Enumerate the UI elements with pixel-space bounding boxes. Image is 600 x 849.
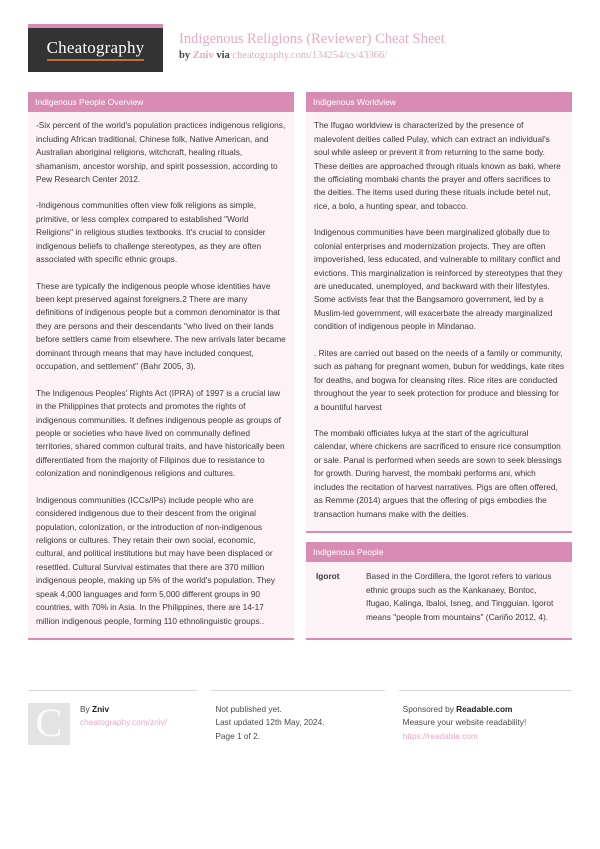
logo-text: Cheatography [47, 39, 145, 61]
right-column [306, 92, 572, 649]
by-label: by [179, 50, 191, 62]
footer-author-block [28, 690, 197, 745]
sponsor-info [403, 703, 527, 743]
last-updated: Last updated 12th May, 2024. [215, 717, 325, 728]
source-url-link[interactable]: cheatography.com/134254/cs/43366/ [232, 50, 388, 62]
via-label: via [216, 50, 230, 62]
paragraph: Indigenous communities (ICCs/IPs) include people who are considered indigenous due to their descent from the original population, colonization, or the introduction of non-indigenous religions or cultures. They retain their own social, economic, cultural, and political institutions but may have been displaced or resettled. Cultural Survival estimates that there are 370 million indigenous people, making up 5% of the world's population. They speak 4,000 languages and form 5,000 different groups in 90 countries, with 70% in Asia. In the Philippines, there are 14-17 million indigenous people, forming 110 ethnolinguistic groups.. [36, 494, 275, 626]
card-indigenous-worldview [306, 92, 572, 533]
paragraph: -Indigenous communities often view folk religions as simple, primitive, or less complex compared to established "World Religions" in religious studies textbooks. It's crucial to consider indigenous beliefs to challenge stereotypes, as they are often associated with specific ethnic groups. [36, 200, 266, 265]
table-row [314, 569, 564, 630]
sponsor-tagline: Measure your website readability! [402, 717, 527, 728]
by-prefix: By [80, 704, 92, 714]
left-column [28, 92, 294, 649]
footer-sponsor-block [399, 690, 572, 745]
card-title: Indigenous Worldview [306, 92, 572, 112]
footer-author-name: Zniv [92, 704, 110, 714]
sponsor-url[interactable]: https://readable.com [402, 730, 478, 741]
card-body [28, 112, 294, 638]
publish-info [215, 703, 324, 743]
card-title: Indigenous People Overview [28, 92, 294, 112]
paragraph: The mombaki officiates lukya at the start of the agricultural calendar, where chickens are sacrificed to ensure rice consumption or sale. Panal is performed when seeds are sown to seek blessings for growth. During harvest, the mombaki performs ani, which includes the recitation of harvest narratives. Pigs are often offered, as Remme (2014) argues that the offering of pigs embodies the transaction humans make with the deities. [314, 427, 562, 519]
page-number: Page 1 of 2. [215, 730, 261, 741]
definition-table [314, 569, 564, 630]
paragraph: These are typically the indigenous people whose identities have been kept preserved against foreigners.2 There are many definitions of indigenous people but a common denominator is that they are persons and their descendants "who lived on their lands before settlers came from elsewhere. The new arrivals later became dominant through means that may have included conquest, occupation, and settlement" (Bahr 2005, 3). [36, 280, 286, 372]
term-cell: Igorot [316, 571, 340, 582]
content-columns [28, 92, 572, 649]
paragraph: Indigenous communities have been marginalized globally due to colonial enterprises and modernization projects. They are often impoverished, less educated, and vulnerable to military conflict and evictions. This marginalization is reinforced by stereotypes that they are uneducated, unemployed, and backward with their lifestyles. Some activists fear that the Bangsamoro government, led by a Muslim-led government, will exacerbate the already marginalized condition of indigenous people in Mindanao. [314, 227, 563, 332]
page-footer [28, 690, 572, 745]
footer-publish-block [211, 690, 384, 745]
sponsor-name[interactable]: Readable.com [456, 704, 513, 714]
publish-status: Not published yet. [215, 704, 282, 714]
definition-cell: Based in the Cordillera, the Igorot refers to various ethnic groups such as the Kankanaey, Bontoc, Ifugao, Kalinga, Ibaloi, Isneg, and Tingguian. Igorot means "people from mountains" (Cariño 2012, 4). [366, 571, 554, 622]
author-link[interactable]: Zniv [192, 50, 214, 62]
paragraph: The Indigenous Peoples' Rights Act (IPRA) of 1997 is a crucial law in the Philippines that protects and promotes the rights of indigenous communities. It defines indigenous people as groups of people or societies who have lived on communally defined territories, shared common cultural traits, and have historically been differentiated from the majority of Filipinos due to resistance to colonization and nonindigenous religions and cultures. [36, 387, 285, 479]
page-header [28, 0, 572, 80]
card-indigenous-people-overview [28, 92, 294, 640]
title-block [179, 24, 572, 61]
author-line [80, 703, 167, 716]
card-body [306, 562, 572, 638]
paragraph: -Six percent of the world's population practices indigenous religions, including African traditional, Chinese folk, Native American, and Australian aboriginal religions, witchcraft, healing rituals, shamanism, ancestor worship, and spirit possession, according to Pew Research Center 2012. [36, 120, 286, 184]
paragraph: The Ifugao worldview is characterized by the presence of malevolent deities called Pulay, which can extract an individual's soul while asleep or prevent it from returning to the same body. These deities are approached through rituals known as baki, where the officiating mombaki chants the prayer and offers sacrifices to the deities. The items used during these rituals include betel nut, rice, a bolo, a hunting spear, and tobacco. [314, 120, 561, 211]
card-title: Indigenous People [306, 542, 572, 562]
sponsor-prefix: Sponsored by [402, 704, 457, 714]
card-body [306, 112, 572, 531]
author-info [80, 703, 167, 730]
card-indigenous-people [306, 542, 572, 640]
paragraph: . Rites are carried out based on the needs of a family or community, such as pahang for pregnant women, bubun for weddings, kate rites for deaths, and bogwa for cleansing rites. Rice rites are conducted throughout the year to seek protection for produce and blessing for a bountiful harvest [314, 347, 564, 412]
page-title: Indigenous Religions (Reviewer) Cheat Sheet [179, 31, 445, 47]
sponsor-line [403, 703, 527, 716]
cheatography-logo[interactable] [28, 24, 163, 72]
byline [179, 50, 572, 61]
footer-author-url[interactable]: cheatography.com/zniv/ [80, 717, 168, 728]
avatar: C [28, 703, 70, 745]
